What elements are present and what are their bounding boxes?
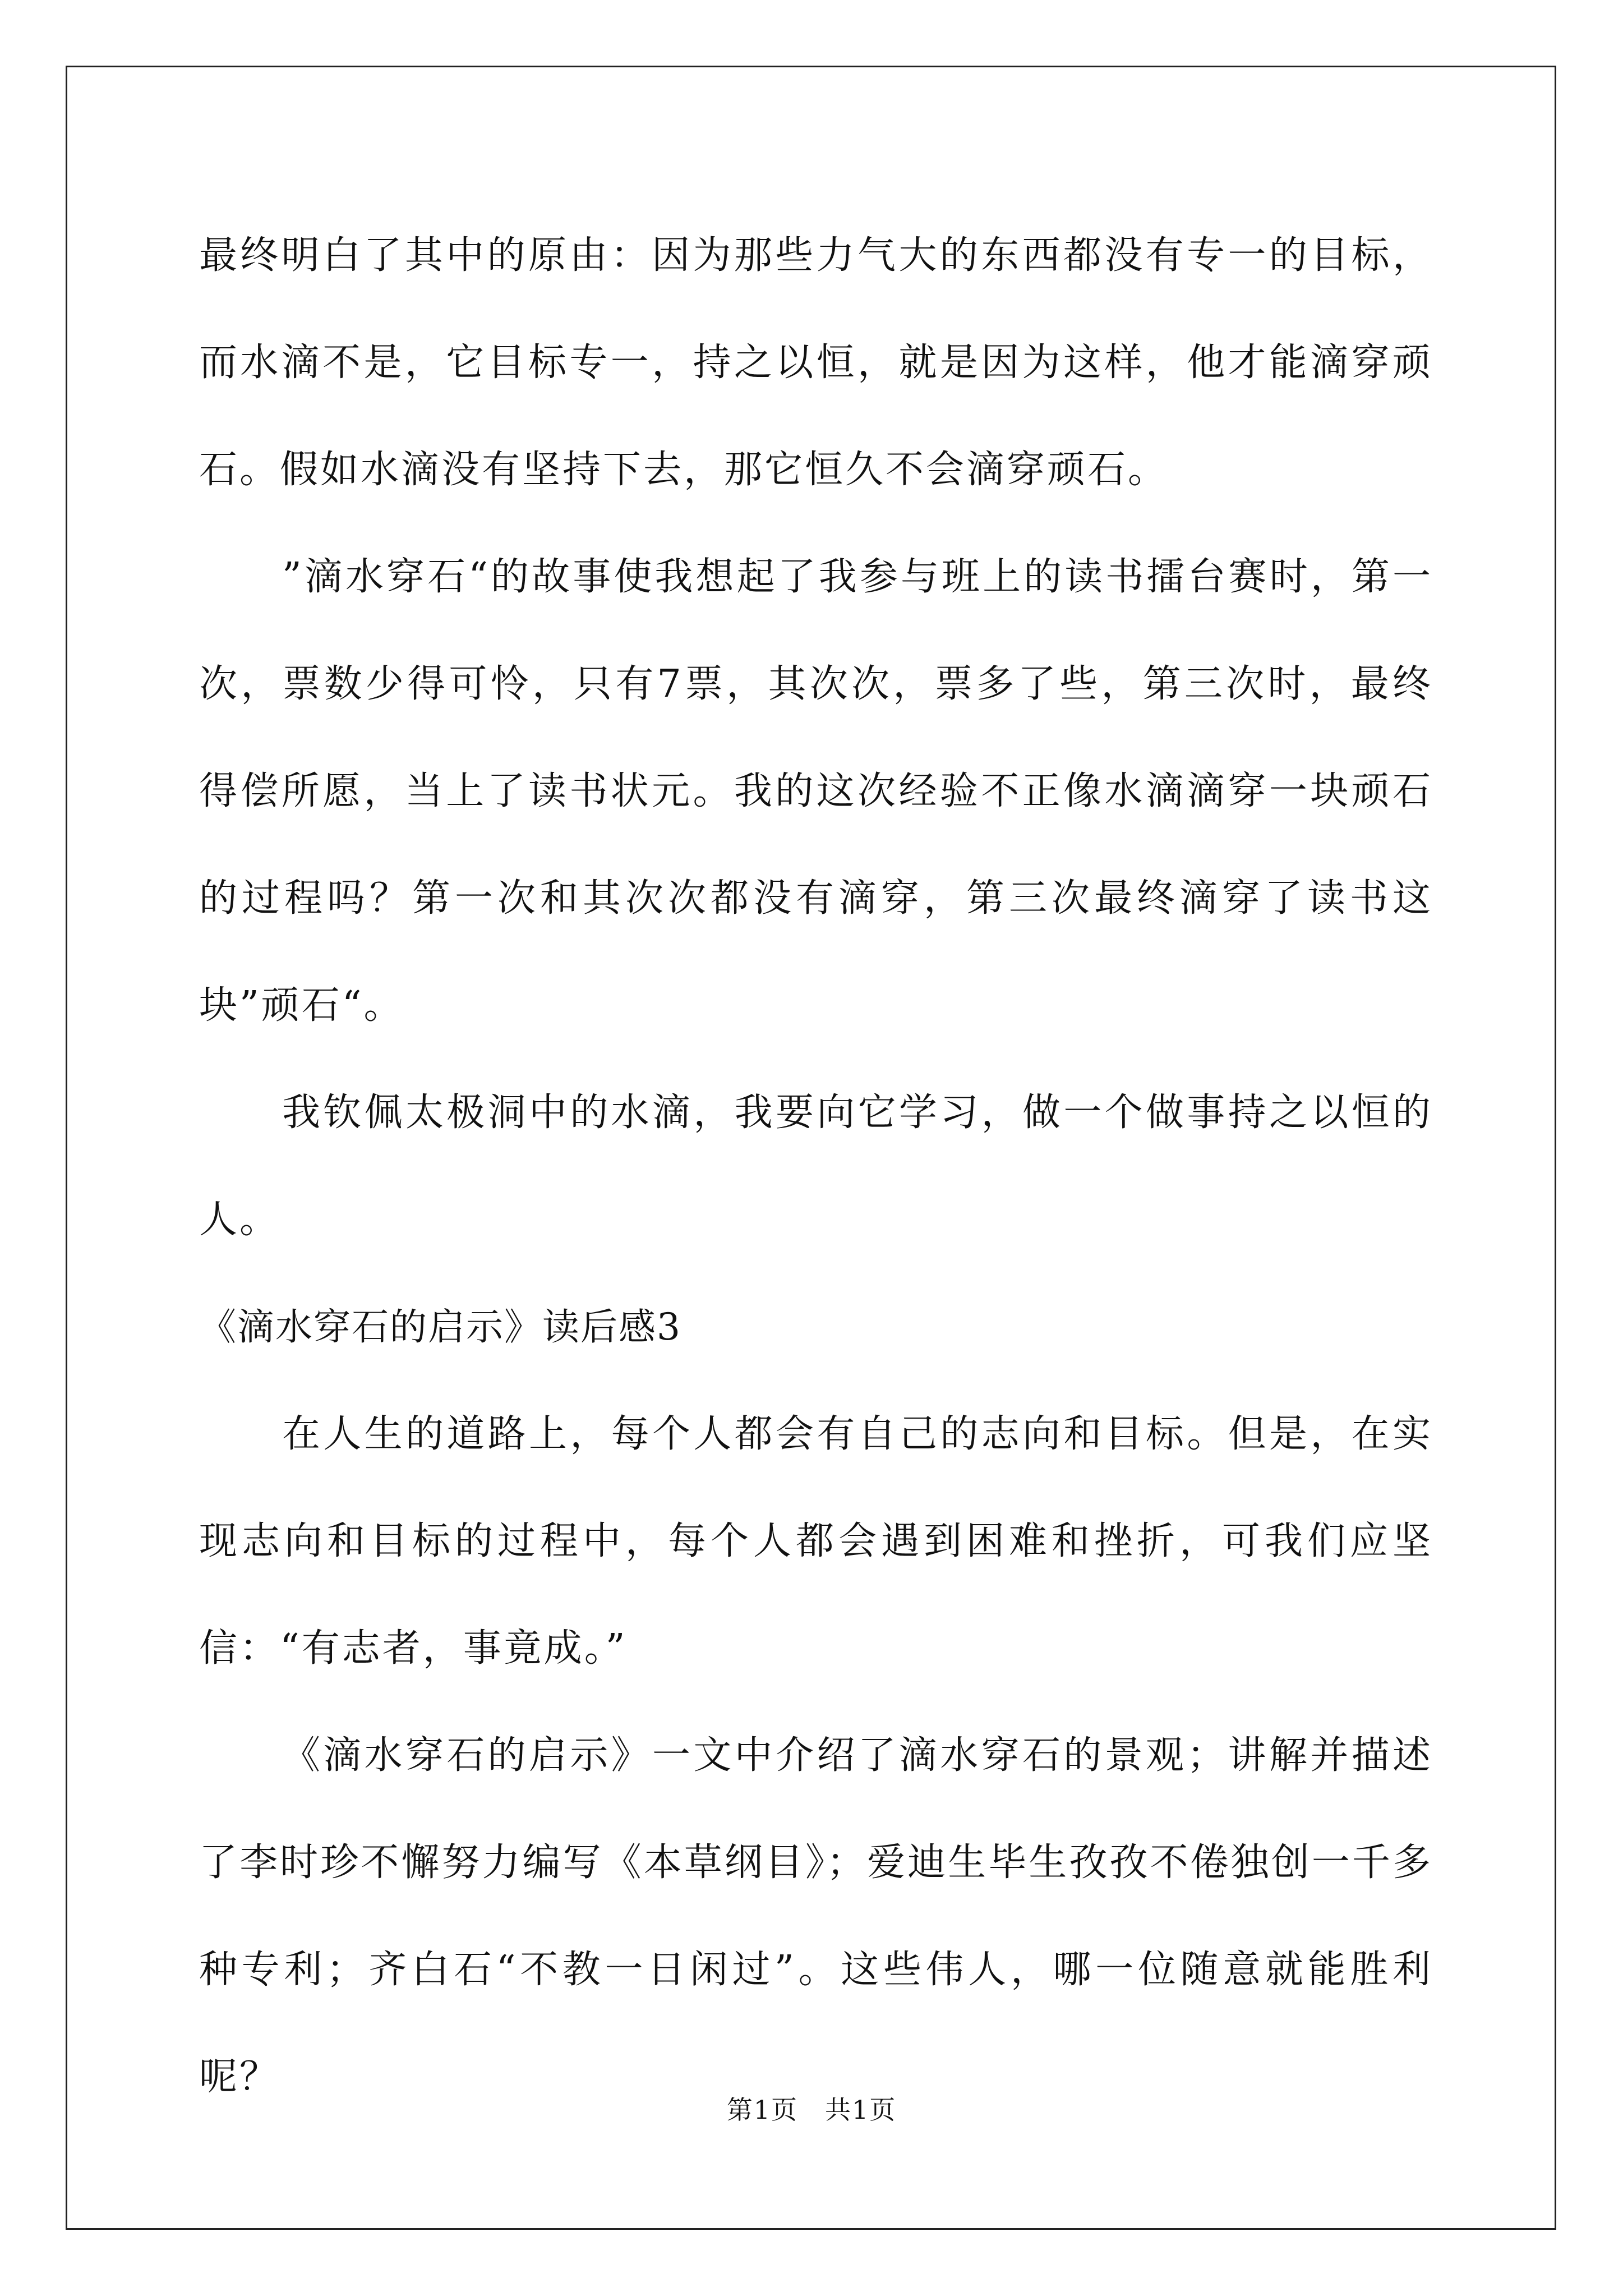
paragraph: 《滴水穿石的启示》一文中介绍了滴水穿石的景观；讲解并描述了李时珍不懈努力编写《本草纲目》；爱迪生毕生孜孜不倦独创一千多种专利；齐白石“不教一日闲过”。这些伟人，哪一位随意就能胜利呢？: [199, 1733, 1433, 2099]
paragraph: 在人生的道路上，每个人都会有自己的志向和目标。但是，在实现志向和目标的过程中，每个人都会遇到困难和挫折，可我们应坚信：“有志者，事竟成。”: [199, 1412, 1433, 1671]
paragraph: 最终明白了其中的原由：因为那些力气大的东西都没有专一的目标，而水滴不是，它目标专一，持之以恒，就是因为这样，他才能滴穿顽石。假如水滴没有坚持下去，那它恒久不会滴穿顽石。: [199, 233, 1433, 492]
paragraph: ”滴水穿石“的故事使我想起了我参与班上的读书擂台赛时，第一次，票数少得可怜，只有7票，其次次，票多了些，第三次时，最终得偿所愿，当上了读书状元。我的这次经验不正像水滴滴穿一块顽石的过程吗？第一次和其次次都没有滴穿，第三次最终滴穿了读书这块”顽石“。: [199, 555, 1433, 1028]
document-body: [199, 202, 1433, 2131]
page-footer: 第1页 共1页: [726, 2095, 897, 2125]
paragraph: 我钦佩太极洞中的水滴，我要向它学习，做一个做事持之以恒的人。: [199, 1091, 1433, 1242]
section-heading: 《滴水穿石的启示》读后感3: [199, 1305, 681, 1349]
